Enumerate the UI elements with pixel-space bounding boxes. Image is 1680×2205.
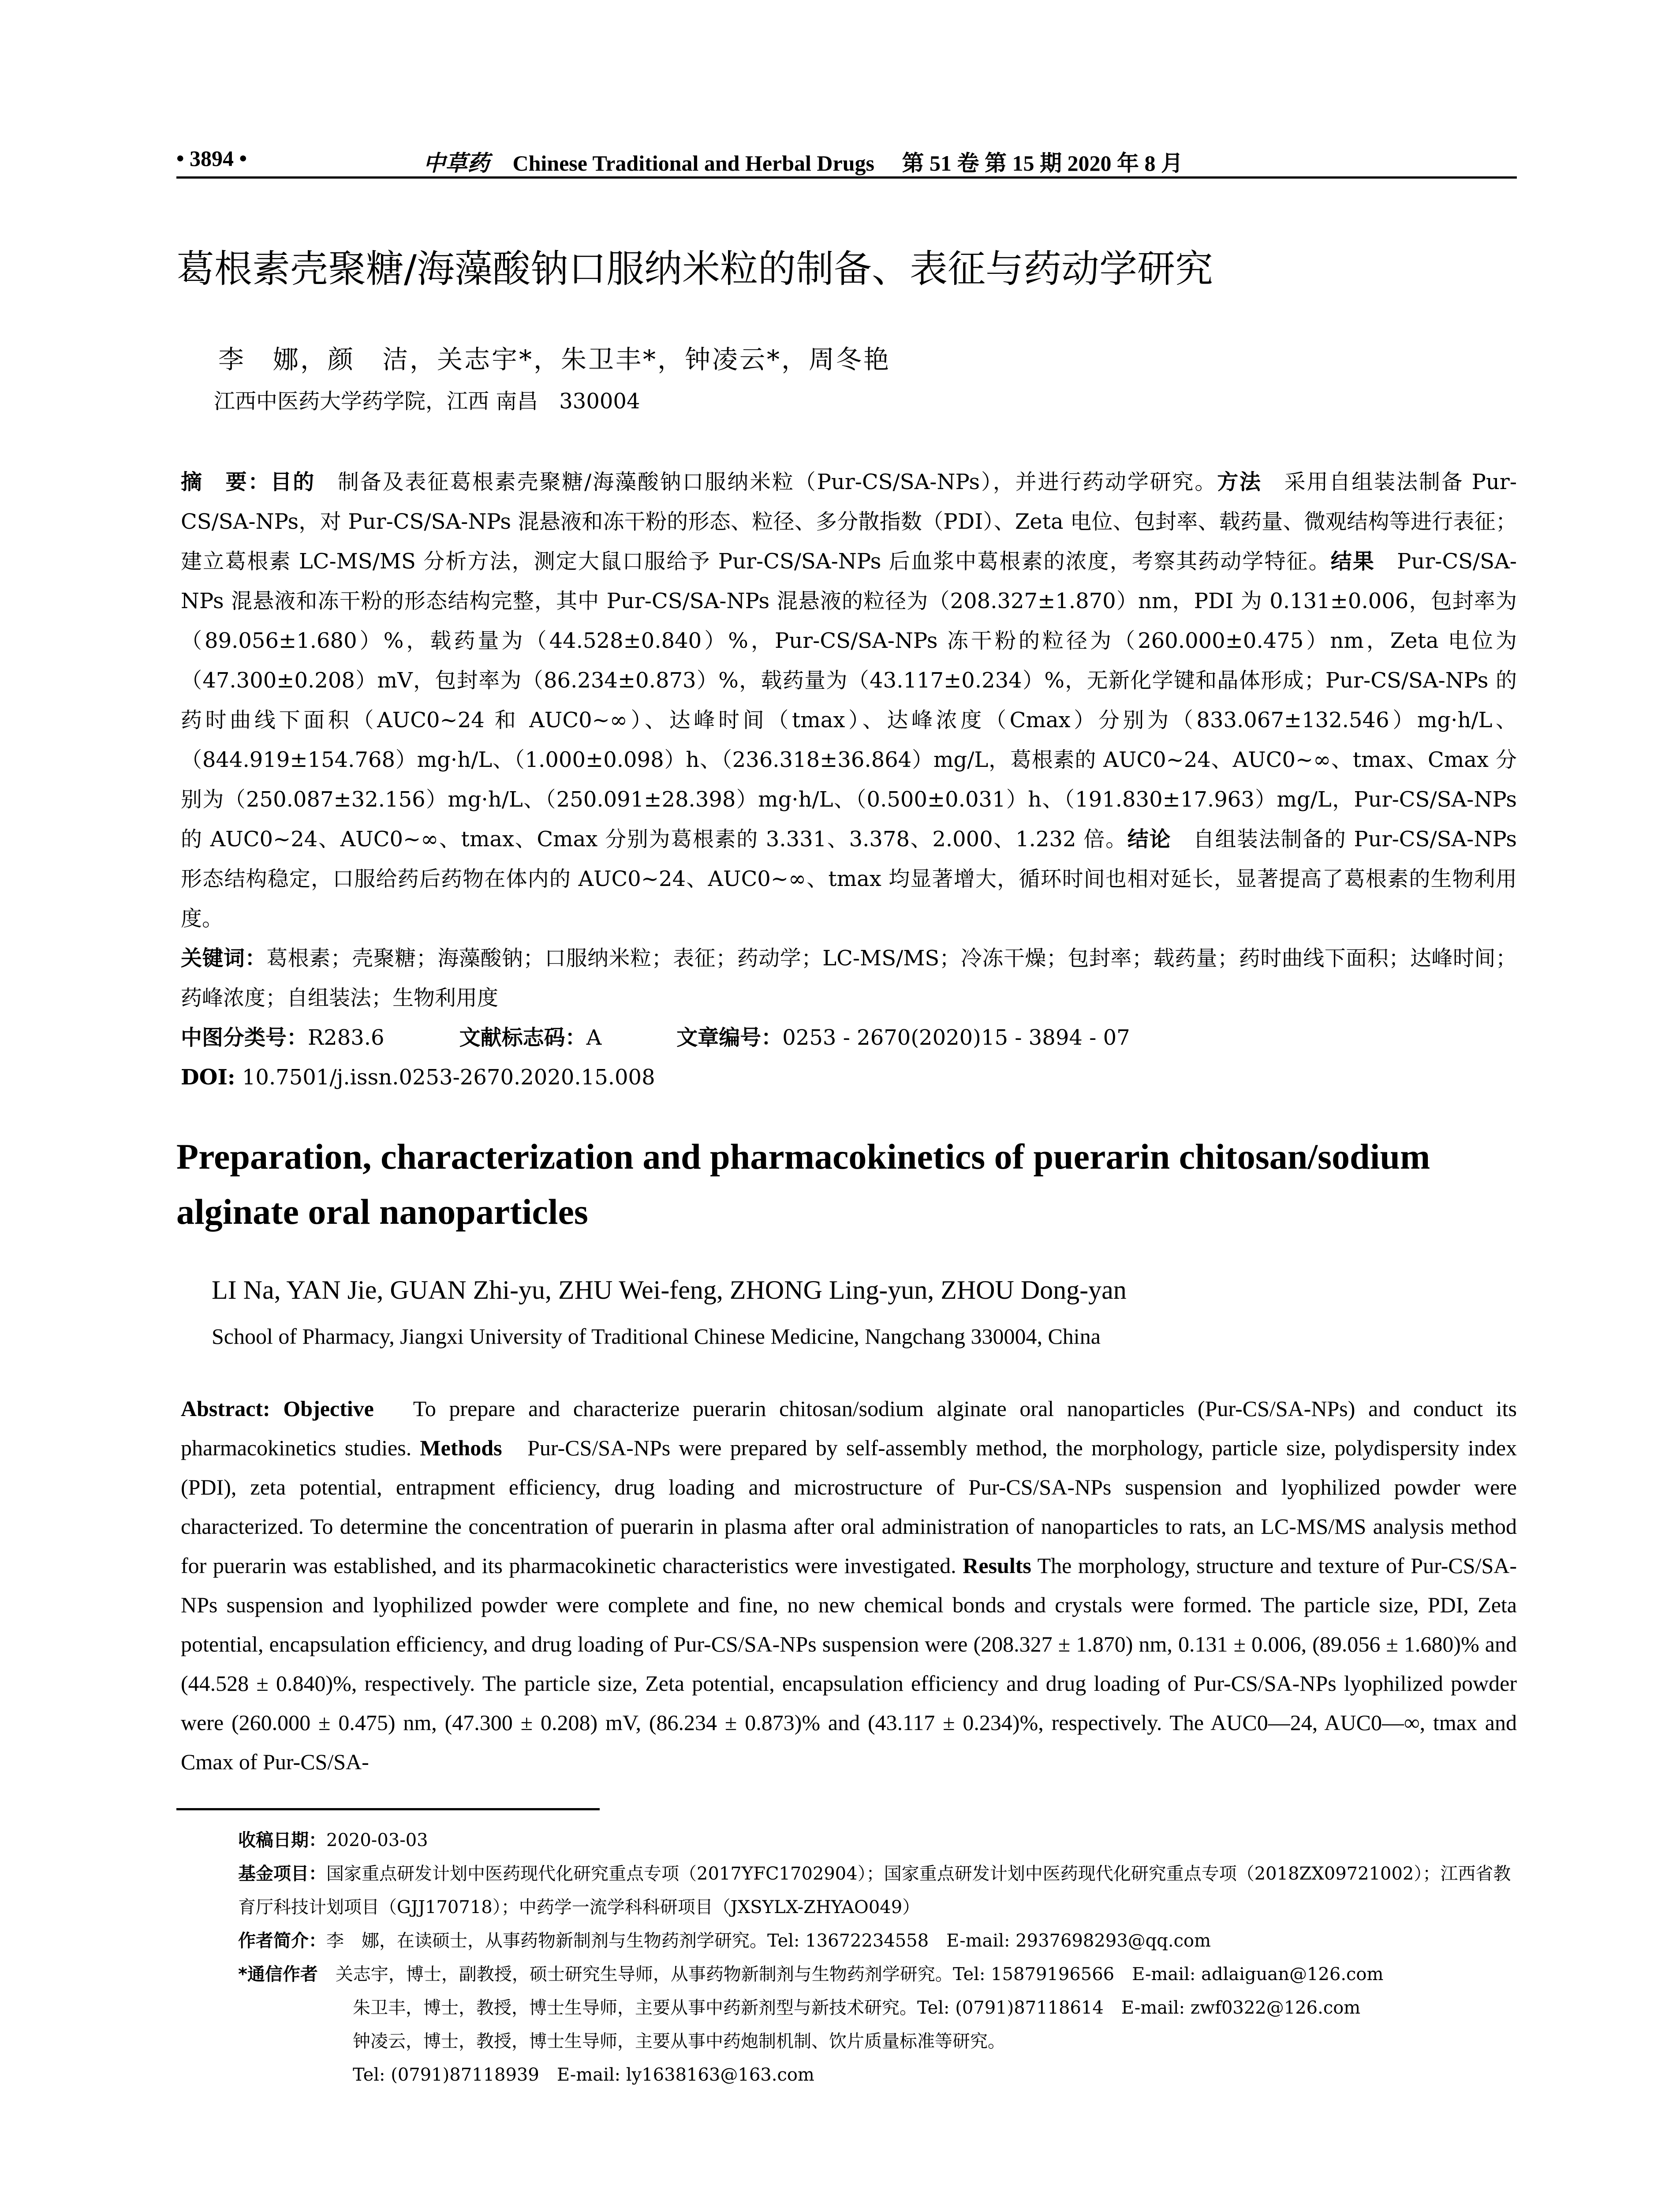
doc-code-value: A [586,1025,602,1050]
journal-logo: 中草药 [423,150,489,176]
received-date: 2020-03-03 [326,1830,428,1850]
journal-name: Chinese Traditional and Herbal Drugs [512,151,874,176]
article-id-value: 0253 - 2670(2020)15 - 3894 - 07 [782,1025,1130,1050]
doi-value: 10.7501/j.issn.0253-2670.2020.15.008 [242,1065,655,1090]
en-objective-label: Objective [283,1396,374,1421]
cn-methods: 采用自组装法制备 Pur-CS/SA-NPs，对 Pur-CS/SA-NPs 混悬液和冻干粉的形态、粒径、多分散指数（PDI）、Zeta 电位、包封率、载药量、微观结构等进行表征；建立葛根素 LC-MS/MS 分析方法，测定大鼠口服给予 Pur-CS/SA-NPs 后血浆中葛根素的浓度，考察其药动学特征。 [181,470,1517,574]
header-rule [176,176,1517,179]
cn-conclusion: 自组装法制备的 Pur-CS/SA-NPs 形态结构稳定，口服给药后药物在体内的 AUC0~24、AUC0~∞、tmax 均显著增大，循环时间也相对延长，显著提高了葛根素的生物利用度。 [181,827,1517,931]
running-header [176,141,1517,185]
cn-affiliation: 江西中医药大学药学院，江西 南昌 330004 [214,389,640,414]
journal-info [423,146,1183,177]
cn-results: Pur-CS/SA-NPs 混悬液和冻干粉的形态结构完整，其中 Pur-CS/SA-NPs 混悬液的粒径为（208.327±1.870）nm，PDI 为 0.131±0.006，包封率为（89.056±1.680）%，载药量为（44.528±0.840）%，Pur-CS/SA-NPs 冻干粉的粒径为（260.000±0.475）nm，Zeta 电位为（47.300±0.208）mV，包封率为（86.234±0.873）%，载药量为（43.117±0.234）%，无新化学键和晶体形成；Pur-CS/SA-NPs 的药时曲线下面积（AUC0~24 和 AUC0~∞）、达峰时间（tmax）、达峰浓度（Cmax）分别为（833.067±132.546）mg·h/L、（844.919±154.768）mg·h/L、（1.000±0.098）h、（236.318±36.864）mg/L，葛根素的 AUC0~24、AUC0~∞、tmax、Cmax 分别为（250.087±32.156）mg·h/L、（250.091±28.398）mg·h/L、（0.500±0.031）h、（191.830±17.963）mg/L，Pur-CS/SA-NPs 的 AUC0~24、AUC0~∞、tmax、Cmax 分别为葛根素的 3.331、3.378、2.000、1.232 倍。 [181,549,1517,852]
en-results: The morphology, structure and texture of Pur-CS/SA-NPs suspension and lyophilized powder were complete and fine, no new chemical bonds and crystals were formed. The particle size, PDI, Zeta potential, encapsulation efficiency, and drug loading of Pur-CS/SA-NPs suspension were (208.327 ± 1.870) nm, 0.131 ± 0.006, (89.056 ± 1.680)% and (44.528 ± 0.840)%, respectively. The particle size, Zeta potential, encapsulation efficiency and drug loading of Pur-CS/SA-NPs lyophilized powder were (260.000 ± 0.475) nm, (47.300 ± 0.208) mV, (86.234 ± 0.873)% and (43.117 ± 0.234)%, respectively. The AUC0—24, AUC0—∞, tmax and Cmax of Pur-CS/SA- [181,1553,1517,1774]
cn-objective-label: 目的 [270,470,316,494]
author-intro-label: 作者简介： [238,1931,326,1951]
en-abstract [181,1389,1517,1782]
corresponding-3-contact: Tel: (0791)87118939 E-mail: ly1638163@163.com [353,2065,814,2085]
corresponding-label: *通信作者 [238,1964,318,1984]
fund-label: 基金项目： [238,1864,326,1884]
cn-methods-label: 方法 [1217,470,1262,494]
en-affiliation: School of Pharmacy, Jiangxi University of Traditional Chinese Medicine, Nangchang 330004, China [212,1324,1101,1349]
article-id-label: 文章编号： [676,1025,783,1050]
doc-code-label: 文献标志码： [459,1025,586,1050]
clc-value: R283.6 [308,1025,385,1050]
received-label: 收稿日期： [238,1830,326,1850]
issue-info: 第 51 卷 第 15 期 2020 年 8 月 [902,151,1183,176]
cn-results-label: 结果 [1330,549,1375,574]
cn-keywords: 葛根素；壳聚糖；海藻酸钠；口服纳米粒；表征；药动学；LC-MS/MS；冷冻干燥；包封率；载药量；药时曲线下面积；达峰时间；药峰浓度；自组装法；生物利用度 [181,946,1517,1010]
en-methods-label: Methods [420,1435,502,1460]
en-results-label: Results [963,1553,1031,1578]
cn-objective: 制备及表征葛根素壳聚糖/海藻酸钠口服纳米粒（Pur-CS/SA-NPs），并进行药动学研究。 [337,470,1217,494]
en-authors: LI Na, YAN Jie, GUAN Zhi-yu, ZHU Wei-feng, ZHONG Ling-yun, ZHOU Dong-yan [212,1275,1127,1304]
footnote-rule [176,1808,600,1810]
corresponding-3: 钟凌云，博士，教授，博士生导师，主要从事中药炮制机制、饮片质量标准等研究。 [353,2031,1005,2052]
cn-keywords-label: 关键词： [181,946,267,971]
en-abstract-label: Abstract: [181,1396,270,1421]
page-number: • 3894 • [176,146,247,171]
en-title: Preparation, characterization and pharmacokinetics of puerarin chitosan/sodium alginate oral nanoparticles [176,1136,1430,1232]
fund-text: 国家重点研发计划中医药现代化研究重点专项（2017YFC1702904）；国家重点研发计划中医药现代化研究重点专项（2018ZX09721002）；江西省教育厅科技计划项目（GJJ170718）；中药学一流学科科研项目（JXSYLX-ZHYAO049） [238,1864,1511,1917]
corresponding-2: 朱卫丰，博士，教授，博士生导师，主要从事中药新剂型与新技术研究。Tel: (0791)87118614 E-mail: zwf0322@126.com [353,1998,1361,2018]
en-objective: To prepare and characterize puerarin chitosan/sodium alginate oral nanoparticles (Pur-CS/SA-NPs) and conduct its pharmacokinetics studies. [181,1396,1517,1460]
cn-abstract [181,462,1517,1097]
clc-label: 中图分类号： [181,1025,308,1050]
author-intro: 李 娜，在读硕士，从事药物新制剂与生物药剂学研究。Tel: 13672234558 E-mail: 2937698293@qq.com [326,1931,1211,1951]
cn-abstract-label: 摘 要： [181,470,271,494]
footnotes [238,1824,1517,2092]
cn-title: 葛根素壳聚糖/海藻酸钠口服纳米粒的制备、表征与药动学研究 [176,247,1213,291]
en-methods: Pur-CS/SA-NPs were prepared by self-assembly method, the morphology, particle size, polydispersity index (PDI), zeta potential, entrapment efficiency, drug loading and microstructure of Pur-CS/SA-NPs suspension and lyophilized powder were characterized. To determine the concentration of puerarin in plasma after oral administration of nanoparticles to rats, an LC-MS/MS analysis method for puerarin was established, and its pharmacokinetic characteristics were investigated. [181,1435,1517,1578]
doi-label: DOI: [181,1065,235,1090]
cn-authors: 李 娜，颜 洁，关志宇*，朱卫丰*，钟凌云*，周冬艳 [218,344,891,374]
cn-conclusion-label: 结论 [1127,827,1172,852]
corresponding-1: 关志宇，博士，副教授，硕士研究生导师，从事药物新制剂与生物药剂学研究。Tel: 15879196566 E-mail: adlaiguan@126.com [335,1964,1384,1984]
